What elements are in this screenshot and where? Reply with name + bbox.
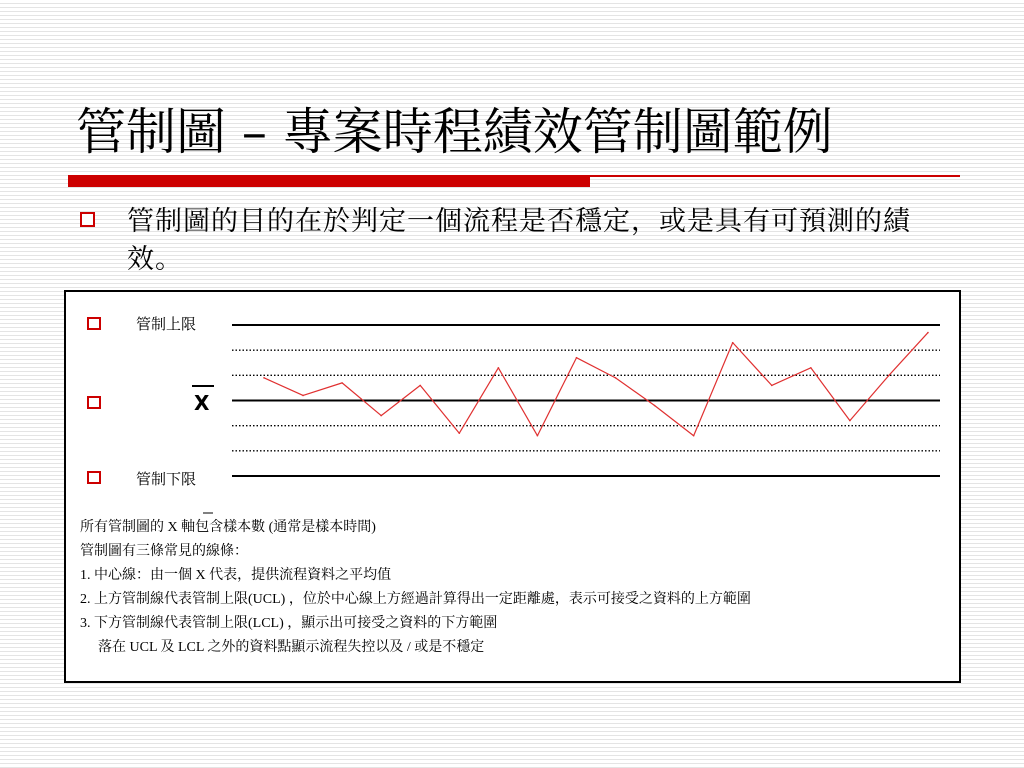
- lcl-label: 管制下限: [136, 470, 197, 488]
- series-segment: [772, 368, 811, 386]
- series-segment: [733, 343, 772, 386]
- slide-title: 管制圖 – 專案時程績效管制圖範例: [76, 103, 833, 161]
- data-point: [537, 435, 539, 437]
- chart-bullet-icon: [88, 472, 100, 483]
- data-point: [732, 342, 734, 344]
- series-segment: [537, 358, 576, 436]
- data-point: [498, 367, 500, 369]
- chart-bullet-icon: [88, 397, 100, 408]
- data-point: [419, 385, 421, 387]
- series-segment: [850, 375, 889, 420]
- data-point: [693, 435, 695, 437]
- series-segment: [303, 383, 342, 396]
- title-underline-thin: [590, 175, 960, 177]
- note-line: 所有管制圖的 X 軸包含樣本數 (通常是樣本時間): [80, 520, 376, 535]
- series-layer: [203, 332, 929, 513]
- data-point: [302, 395, 304, 397]
- series-segment: [655, 406, 694, 436]
- series-segment: [342, 383, 381, 416]
- control-chart-figure: [64, 290, 961, 683]
- series-segment: [811, 368, 850, 421]
- data-point: [771, 385, 773, 387]
- series-segment: [889, 333, 928, 376]
- data-point: [576, 357, 578, 359]
- series-segment: [498, 368, 537, 436]
- title-underline-accent: [68, 175, 590, 187]
- data-point: [927, 332, 929, 334]
- note-line: 管制圖有三條常見的線條：: [80, 544, 248, 559]
- ucl-label: 管制上限: [136, 315, 197, 333]
- center-label: X: [194, 391, 210, 415]
- note-line: 3. 下方管制線代表管制上限(LCL) ，顯示出可接受之資料的下方範圍: [80, 616, 498, 631]
- data-point: [654, 405, 656, 407]
- data-point: [849, 420, 851, 422]
- series-segment: [264, 378, 303, 396]
- data-point: [810, 367, 812, 369]
- data-point: [888, 375, 890, 377]
- data-point: [380, 415, 382, 417]
- series-segment: [694, 343, 733, 436]
- data-point: [341, 382, 343, 384]
- data-point: [615, 377, 617, 379]
- note-line: 2. 上方管制線代表管制上限(UCL) ，位於中心線上方經過計算得出一定距離處，表示可接受之資料的上方範圍: [80, 592, 751, 607]
- note-line: 1. 中心線：由一個 X 代表，提供流程資料之平均值: [80, 568, 392, 583]
- data-point: [458, 432, 460, 434]
- note-line: 落在 UCL 及 LCL 之外的資料點顯示流程失控以及 / 或是不穩定: [98, 640, 485, 655]
- bullet-text: 管制圖的目的在於判定一個流程是否穩定，或是具有可預測的績效。: [127, 206, 911, 275]
- bullet-square-icon: [80, 212, 95, 227]
- chart-bullet-icon: [88, 318, 100, 329]
- control-lines: [232, 325, 940, 476]
- data-point: [263, 377, 265, 379]
